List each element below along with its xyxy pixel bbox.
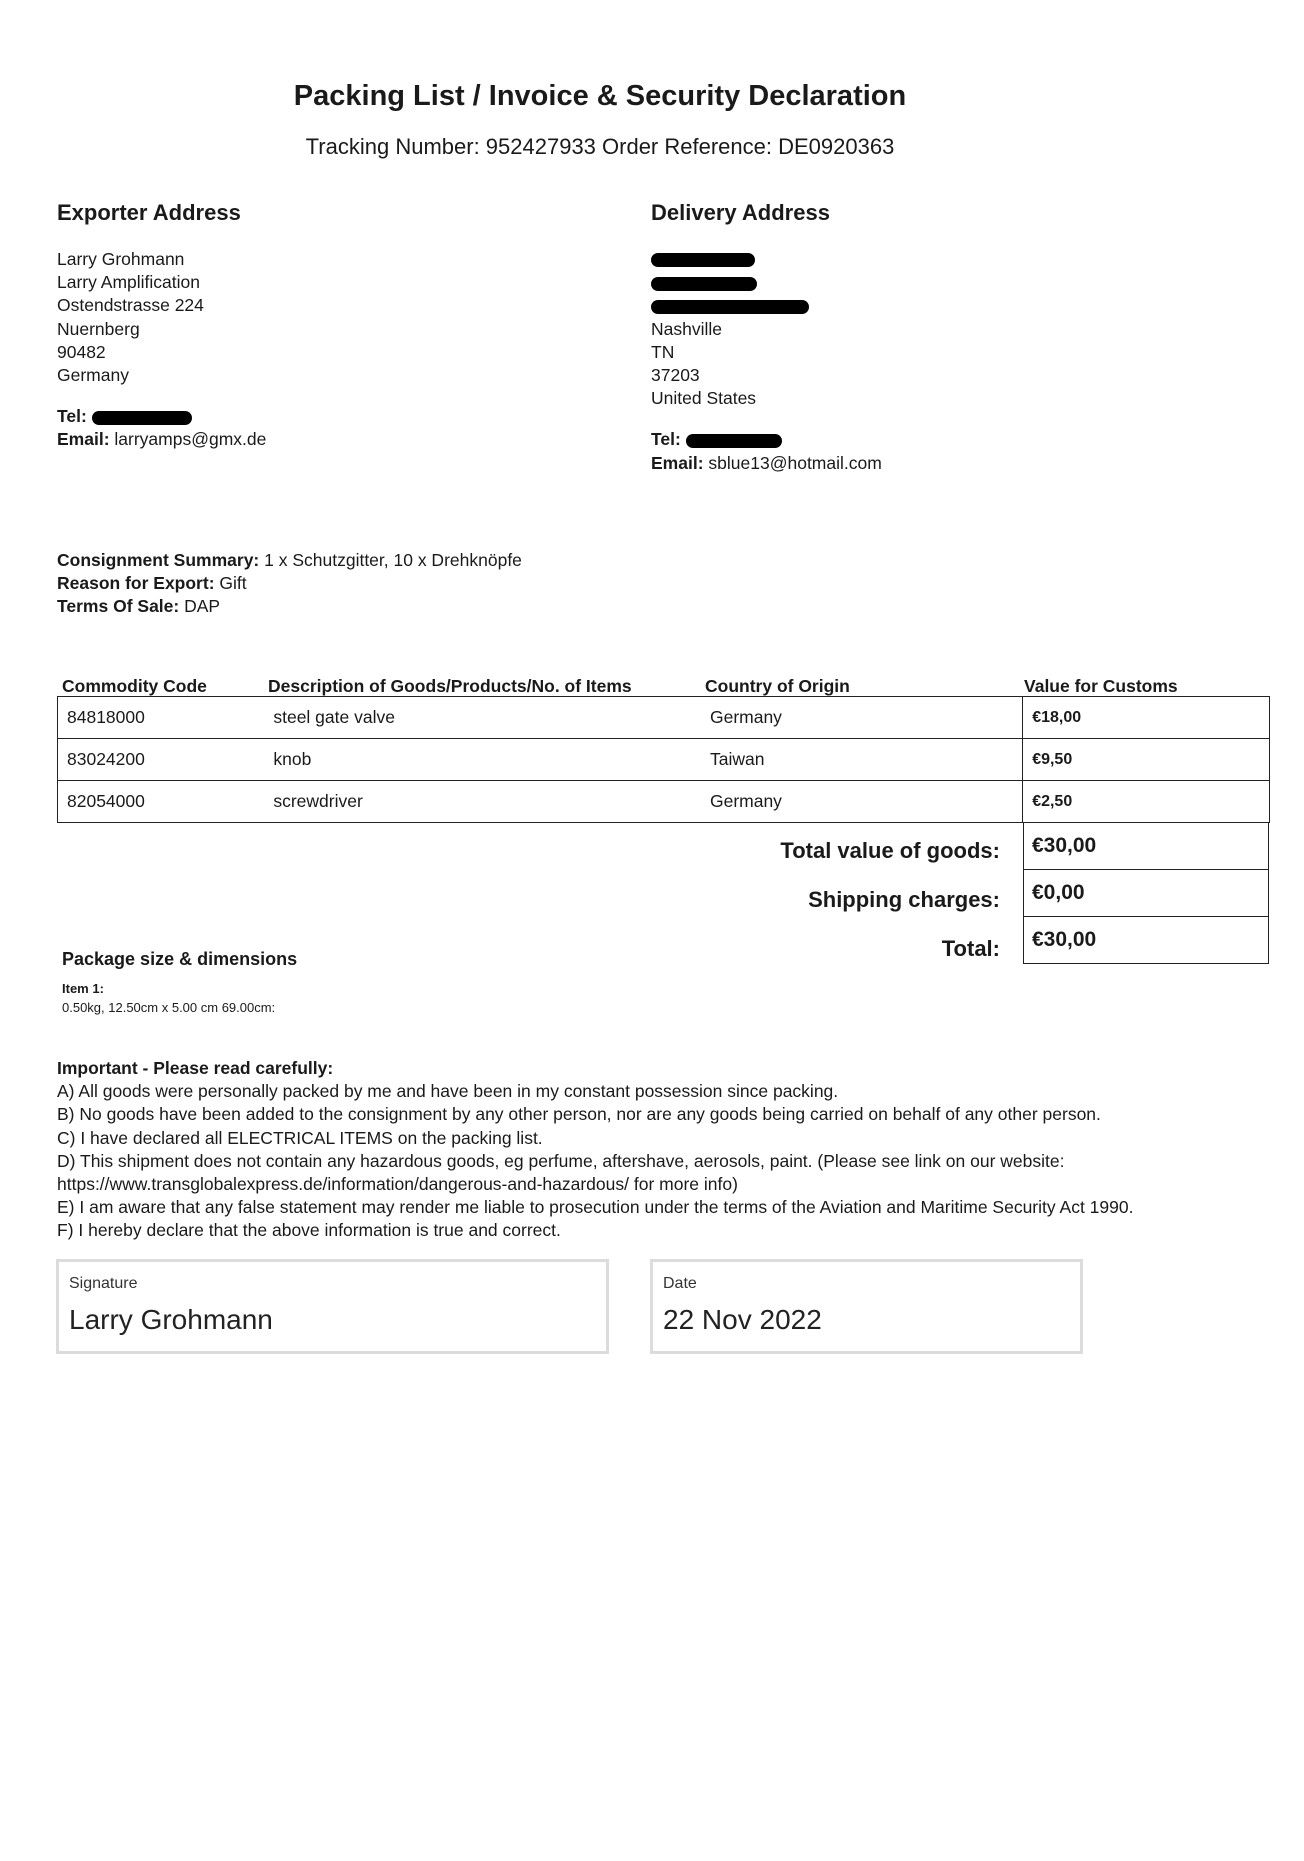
exporter-line: Larry Amplification: [57, 272, 200, 293]
exporter-line: Larry Grohmann: [57, 249, 185, 269]
header-origin: Country of Origin: [705, 676, 850, 696]
redacted-line: [651, 294, 882, 317]
cell-origin: Germany: [701, 781, 1023, 823]
cell-origin: Germany: [701, 697, 1023, 739]
cell-description: screwdriver: [264, 781, 701, 823]
signature-label: Signature: [69, 1275, 138, 1292]
redaction-mark: [92, 411, 192, 425]
declaration-line: D) This shipment does not contain any hazardous goods, eg perfume, aftershave, aerosols, paint. (Please see link on our website:: [57, 1150, 1065, 1171]
delivery-line: United States: [651, 388, 757, 409]
terms-label: Terms Of Sale:: [57, 596, 180, 617]
total-goods-label: Total value of goods:: [780, 838, 1000, 863]
consignment-label: Consignment Summary:: [57, 550, 260, 570]
delivery-email-label: Email:: [651, 452, 704, 473]
cell-value: €18,00: [1023, 697, 1270, 739]
redaction-mark: [651, 277, 757, 291]
exporter-address: [57, 248, 266, 452]
date-label: Date: [663, 1275, 697, 1292]
delivery-heading: Delivery Address: [651, 200, 830, 225]
table-row: [58, 697, 1270, 739]
cell-description: knob: [264, 739, 701, 781]
date-value: 22 Nov 2022: [663, 1304, 822, 1335]
goods-table: [57, 696, 1270, 823]
declaration-line: A) All goods were personally packed by me and have been in my constant possession since packing.: [57, 1081, 839, 1102]
cell-code: 83024200: [58, 739, 265, 781]
package-item-label: Item 1:: [62, 981, 104, 996]
redacted-line: [651, 248, 882, 271]
exporter-line: Ostendstrasse 224: [57, 295, 204, 316]
exporter-line: Germany: [57, 364, 129, 385]
delivery-line: 37203: [651, 364, 700, 385]
signature-box: [56, 1259, 609, 1354]
table-row: [58, 781, 1270, 823]
date-box: [650, 1259, 1083, 1354]
redaction-mark: [686, 434, 782, 448]
total-goods-value: €30,00: [1023, 822, 1269, 870]
reason-value: Gift: [219, 573, 247, 594]
cell-origin: Taiwan: [701, 739, 1023, 781]
package-item-details: 0.50kg, 12.50cm x 5.00 cm 69.00cm:: [62, 1000, 276, 1015]
reason-label: Reason for Export:: [57, 573, 215, 594]
redaction-mark: [651, 253, 755, 267]
exporter-email-value: larryamps@gmx.de: [114, 429, 267, 450]
exporter-heading: Exporter Address: [57, 200, 241, 225]
cell-description: steel gate valve: [264, 697, 701, 739]
exporter-line: Nuernberg: [57, 318, 140, 339]
exporter-email: [57, 428, 266, 451]
header-value: Value for Customs: [1024, 676, 1178, 696]
shipping-label: Shipping charges:: [808, 887, 1000, 912]
redaction-mark: [651, 300, 809, 314]
delivery-line: TN: [651, 341, 675, 362]
delivery-address: [651, 248, 882, 475]
cell-code: 84818000: [58, 697, 265, 739]
declaration-line: F) I hereby declare that the above information is true and correct.: [57, 1220, 561, 1241]
declaration-line: C) I have declared all ELECTRICAL ITEMS on the packing list.: [57, 1127, 543, 1148]
total-label: Total:: [941, 936, 1000, 961]
important-heading: Important - Please read carefully:: [57, 1058, 334, 1078]
delivery-tel-label: Tel:: [651, 429, 681, 450]
package-heading: Package size & dimensions: [62, 949, 298, 969]
table-row: [58, 739, 1270, 781]
declaration-line: B) No goods have been added to the consignment by any other person, nor are any goods being carried on behalf of any other person.: [57, 1104, 1101, 1125]
shipping-value: €0,00: [1023, 869, 1269, 917]
header-description: Description of Goods/Products/No. of Items: [268, 676, 632, 696]
signature-value: Larry Grohmann: [69, 1304, 273, 1335]
consignment-info: [57, 549, 522, 619]
redacted-line: [651, 271, 882, 294]
delivery-tel: [651, 428, 882, 451]
delivery-line: Nashville: [651, 318, 722, 339]
cell-value: €9,50: [1023, 739, 1270, 781]
cell-code: 82054000: [58, 781, 265, 823]
terms-of-sale: [57, 595, 522, 618]
important-section: [57, 1057, 1133, 1243]
cell-value: €2,50: [1023, 781, 1270, 823]
exporter-line: 90482: [57, 341, 106, 362]
delivery-email: [651, 452, 882, 475]
export-reason: [57, 572, 522, 595]
exporter-tel: [57, 405, 266, 428]
total-value: €30,00: [1023, 916, 1269, 964]
declaration-line: E) I am aware that any false statement may render me liable to prosecution under the terms of the Aviation and Maritime Security Act 1990.: [57, 1197, 1134, 1218]
declaration-line: https://www.transglobalexpress.de/information/dangerous-and-hazardous/ for more info): [57, 1174, 738, 1195]
exporter-email-label: Email:: [57, 429, 110, 450]
page-title: Packing List / Invoice & Security Declaration: [293, 80, 907, 112]
exporter-tel-label: Tel:: [57, 406, 87, 427]
consignment-summary: [57, 549, 522, 572]
header-commodity-code: Commodity Code: [62, 676, 207, 696]
tracking-info: Tracking Number: 952427933 Order Reference: DE0920363: [305, 134, 895, 159]
consignment-value: 1 x Schutzgitter, 10 x Drehknöpfe: [264, 550, 522, 570]
terms-value: DAP: [184, 596, 221, 617]
delivery-email-value: sblue13@hotmail.com: [708, 452, 882, 473]
